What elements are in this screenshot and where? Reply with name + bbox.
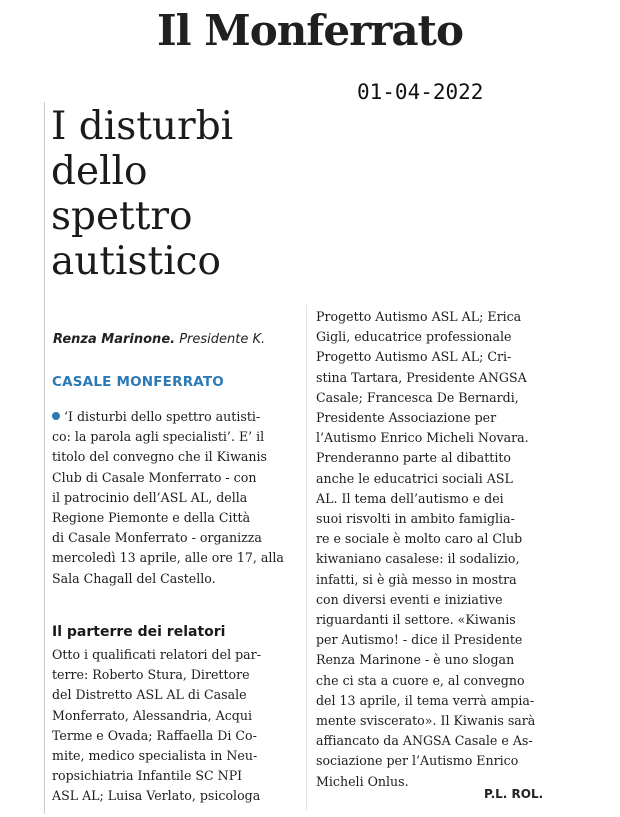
newspaper-masthead: Il Monferrato [157, 6, 463, 55]
text-line: del 13 aprile, il tema verrà ampia- [316, 692, 535, 708]
text-line: ropsichiatria Infantile SC NPI [52, 768, 243, 784]
text-fragment: ‘I disturbi dello spettro autisti- [64, 409, 261, 424]
caption-role: Presidente K. [179, 332, 266, 347]
text-line: Sala Chagall del Castello. [52, 570, 216, 586]
text-line: ASL AL; Luisa Verlato, psicologa [52, 788, 261, 804]
article-headline [51, 104, 301, 284]
section-subhead: Il parterre dei relatori [52, 624, 226, 640]
text-line: Monferrato, Alessandria, Acqui [52, 707, 252, 723]
headline-line: spettro [51, 194, 193, 239]
text-line: il patrocinio dell’ASL AL, della [52, 489, 248, 505]
text-line [52, 407, 292, 427]
text-line: Terme e Ovada; Raffaella Di Co- [52, 727, 257, 743]
article-right-column [316, 307, 561, 792]
text-line: sociazione per l’Autismo Enrico [316, 753, 519, 769]
text-line: l’Autismo Enrico Micheli Novara. [316, 430, 529, 446]
text-line: kiwaniano casalese: il sodalizio, [316, 551, 520, 567]
bullet-icon [52, 412, 60, 420]
text-line: affiancato da ANGSA Casale e As- [316, 733, 533, 749]
author-signature: P.L. ROL. [484, 787, 544, 801]
clipping-date: 01-04-2022 [357, 80, 484, 104]
text-line: con diversi eventi e iniziative [316, 591, 503, 607]
text-line: titolo del convegno che il Kiwanis [52, 449, 267, 465]
headline-line: autistico [51, 239, 221, 284]
text-line: Presidente Associazione per [316, 410, 497, 426]
text-line: di Casale Monferrato - organizza [52, 530, 262, 546]
text-line: Progetto Autismo ASL AL; Cri- [316, 349, 512, 365]
column-divider [306, 305, 307, 810]
text-line: mercoledì 13 aprile, alle ore 17, alla [52, 550, 284, 566]
text-line: stina Tartara, Presidente ANGSA [316, 369, 527, 385]
text-line: per Autismo! - dice il Presidente [316, 632, 523, 648]
caption-name: Renza Marinone. [53, 332, 176, 347]
text-line: Prenderanno parte al dibattito [316, 450, 512, 466]
text-line: mente sviscerato». Il Kiwanis sarà [316, 713, 536, 729]
text-line: Club di Casale Monferrato - con [52, 469, 257, 485]
text-line: che ci sta a cuore e, al convegno [316, 672, 525, 688]
headline-line: I disturbi [51, 104, 234, 149]
text-line: co: la parola agli specialisti’. E’ il [52, 429, 265, 445]
text-line: Casale; Francesca De Bernardi, [316, 389, 519, 405]
text-line: Micheli Onlus. [316, 773, 409, 789]
text-line: re e sociale è molto caro al Club [316, 531, 523, 547]
text-line: terre: Roberto Stura, Direttore [52, 667, 250, 683]
text-line: riguardanti il settore. «Kiwanis [316, 612, 516, 628]
text-line: infatti, si è già messo in mostra [316, 571, 517, 587]
speakers-paragraph [52, 645, 292, 807]
text-line: AL. Il tema dell’autismo e dei [316, 490, 504, 506]
text-line: del Distretto ASL AL di Casale [52, 687, 247, 703]
text-line: Gigli, educatrice professionale [316, 329, 512, 345]
text-line: Renza Marinone - è uno slogan [316, 652, 515, 668]
text-line: Progetto Autismo ASL AL; Erica [316, 309, 522, 324]
clipping-edge [44, 102, 45, 814]
article-intro [52, 407, 292, 589]
text-line: suoi risvolti in ambito famiglia- [316, 511, 515, 527]
text-line: Regione Piemonte e della Città [52, 510, 251, 526]
dateline-location: CASALE MONFERRATO [52, 374, 224, 390]
text-line: mite, medico specialista in Neu- [52, 748, 258, 764]
text-line: Otto i qualificati relatori del par- [52, 647, 261, 662]
text-line: anche le educatrici sociali ASL [316, 470, 513, 486]
photo-caption [53, 332, 265, 347]
headline-line: dello [51, 149, 148, 194]
